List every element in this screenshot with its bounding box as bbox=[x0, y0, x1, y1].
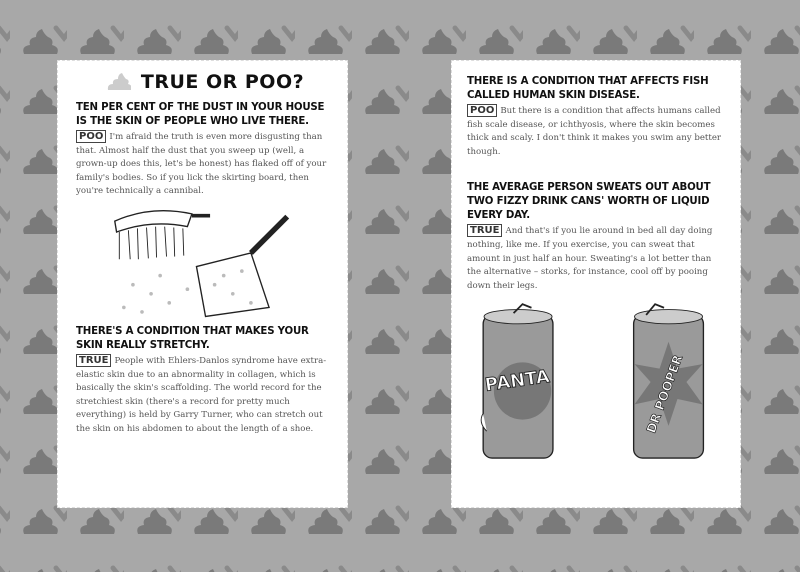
answer-4: TRUE And that's if you lie around in bed all day doing nothing, like me. If you exercise, you can sweat that amount in just half an hour. Sweating's a lot better than the alternative – storks, for instance, cool off by pooing down their legs. bbox=[467, 225, 713, 291]
verdict-badge: TRUE bbox=[76, 354, 111, 367]
answer-1: POO I'm afraid the truth is even more disgusting than that. Almost half the dust that you sweep up (well, a grown-up does this, let's be honest) has flaked off of your family's bodies. So if you lick the skirting board, then you're technically a cannibal. bbox=[76, 131, 327, 197]
page-title: TRUE OR POO? bbox=[76, 71, 335, 93]
verdict-badge: POO bbox=[76, 130, 106, 143]
cans-illustration-row bbox=[467, 297, 728, 467]
question-1: TEN PER CENT OF THE DUST IN YOUR HOUSE IS THE SKIN OF PEOPLE WHO LIVE THERE. bbox=[76, 102, 325, 127]
verdict-badge: POO bbox=[467, 104, 497, 117]
question-3: THERE IS A CONDITION THAT AFFECTS FISH CALLED HUMAN SKIN DISEASE. bbox=[467, 76, 709, 101]
panta-logo: PANTA bbox=[483, 366, 551, 397]
left-page bbox=[57, 60, 348, 508]
panta-can-illustration bbox=[467, 297, 587, 467]
dr-pooper-can-illustration bbox=[618, 297, 728, 467]
question-2: THERE'S A CONDITION THAT MAKES YOUR SKIN REALLY STRETCHY. bbox=[76, 325, 309, 351]
brush-and-dustpan-illustration bbox=[96, 203, 306, 321]
poo-icon bbox=[107, 73, 131, 91]
verdict-badge: TRUE bbox=[467, 224, 502, 237]
dr-pooper-logo: DR POOPER bbox=[643, 353, 686, 436]
question-4: THE AVERAGE PERSON SWEATS OUT ABOUT TWO FIZZY DRINK CANS' WORTH OF LIQUID EVERY DAY. bbox=[467, 182, 711, 222]
answer-2: TRUE People with Ehlers-Danlos syndrome have extra-elastic skin due to an abnormality in collagen, which is basically the skin's scaffolding. The world record for the stretchiest skin (there's a record for pretty much everything) is held by Garry Turner, who can stretch out the skin on his abdomen to about the length of a shoe. bbox=[76, 354, 327, 434]
right-page bbox=[451, 60, 741, 508]
answer-3: POO But there is a condition that affects humans called fish scale disease, or ichthyosis, where the skin becomes thick and scaly. I don't think it makes you swim any better though. bbox=[467, 105, 722, 157]
